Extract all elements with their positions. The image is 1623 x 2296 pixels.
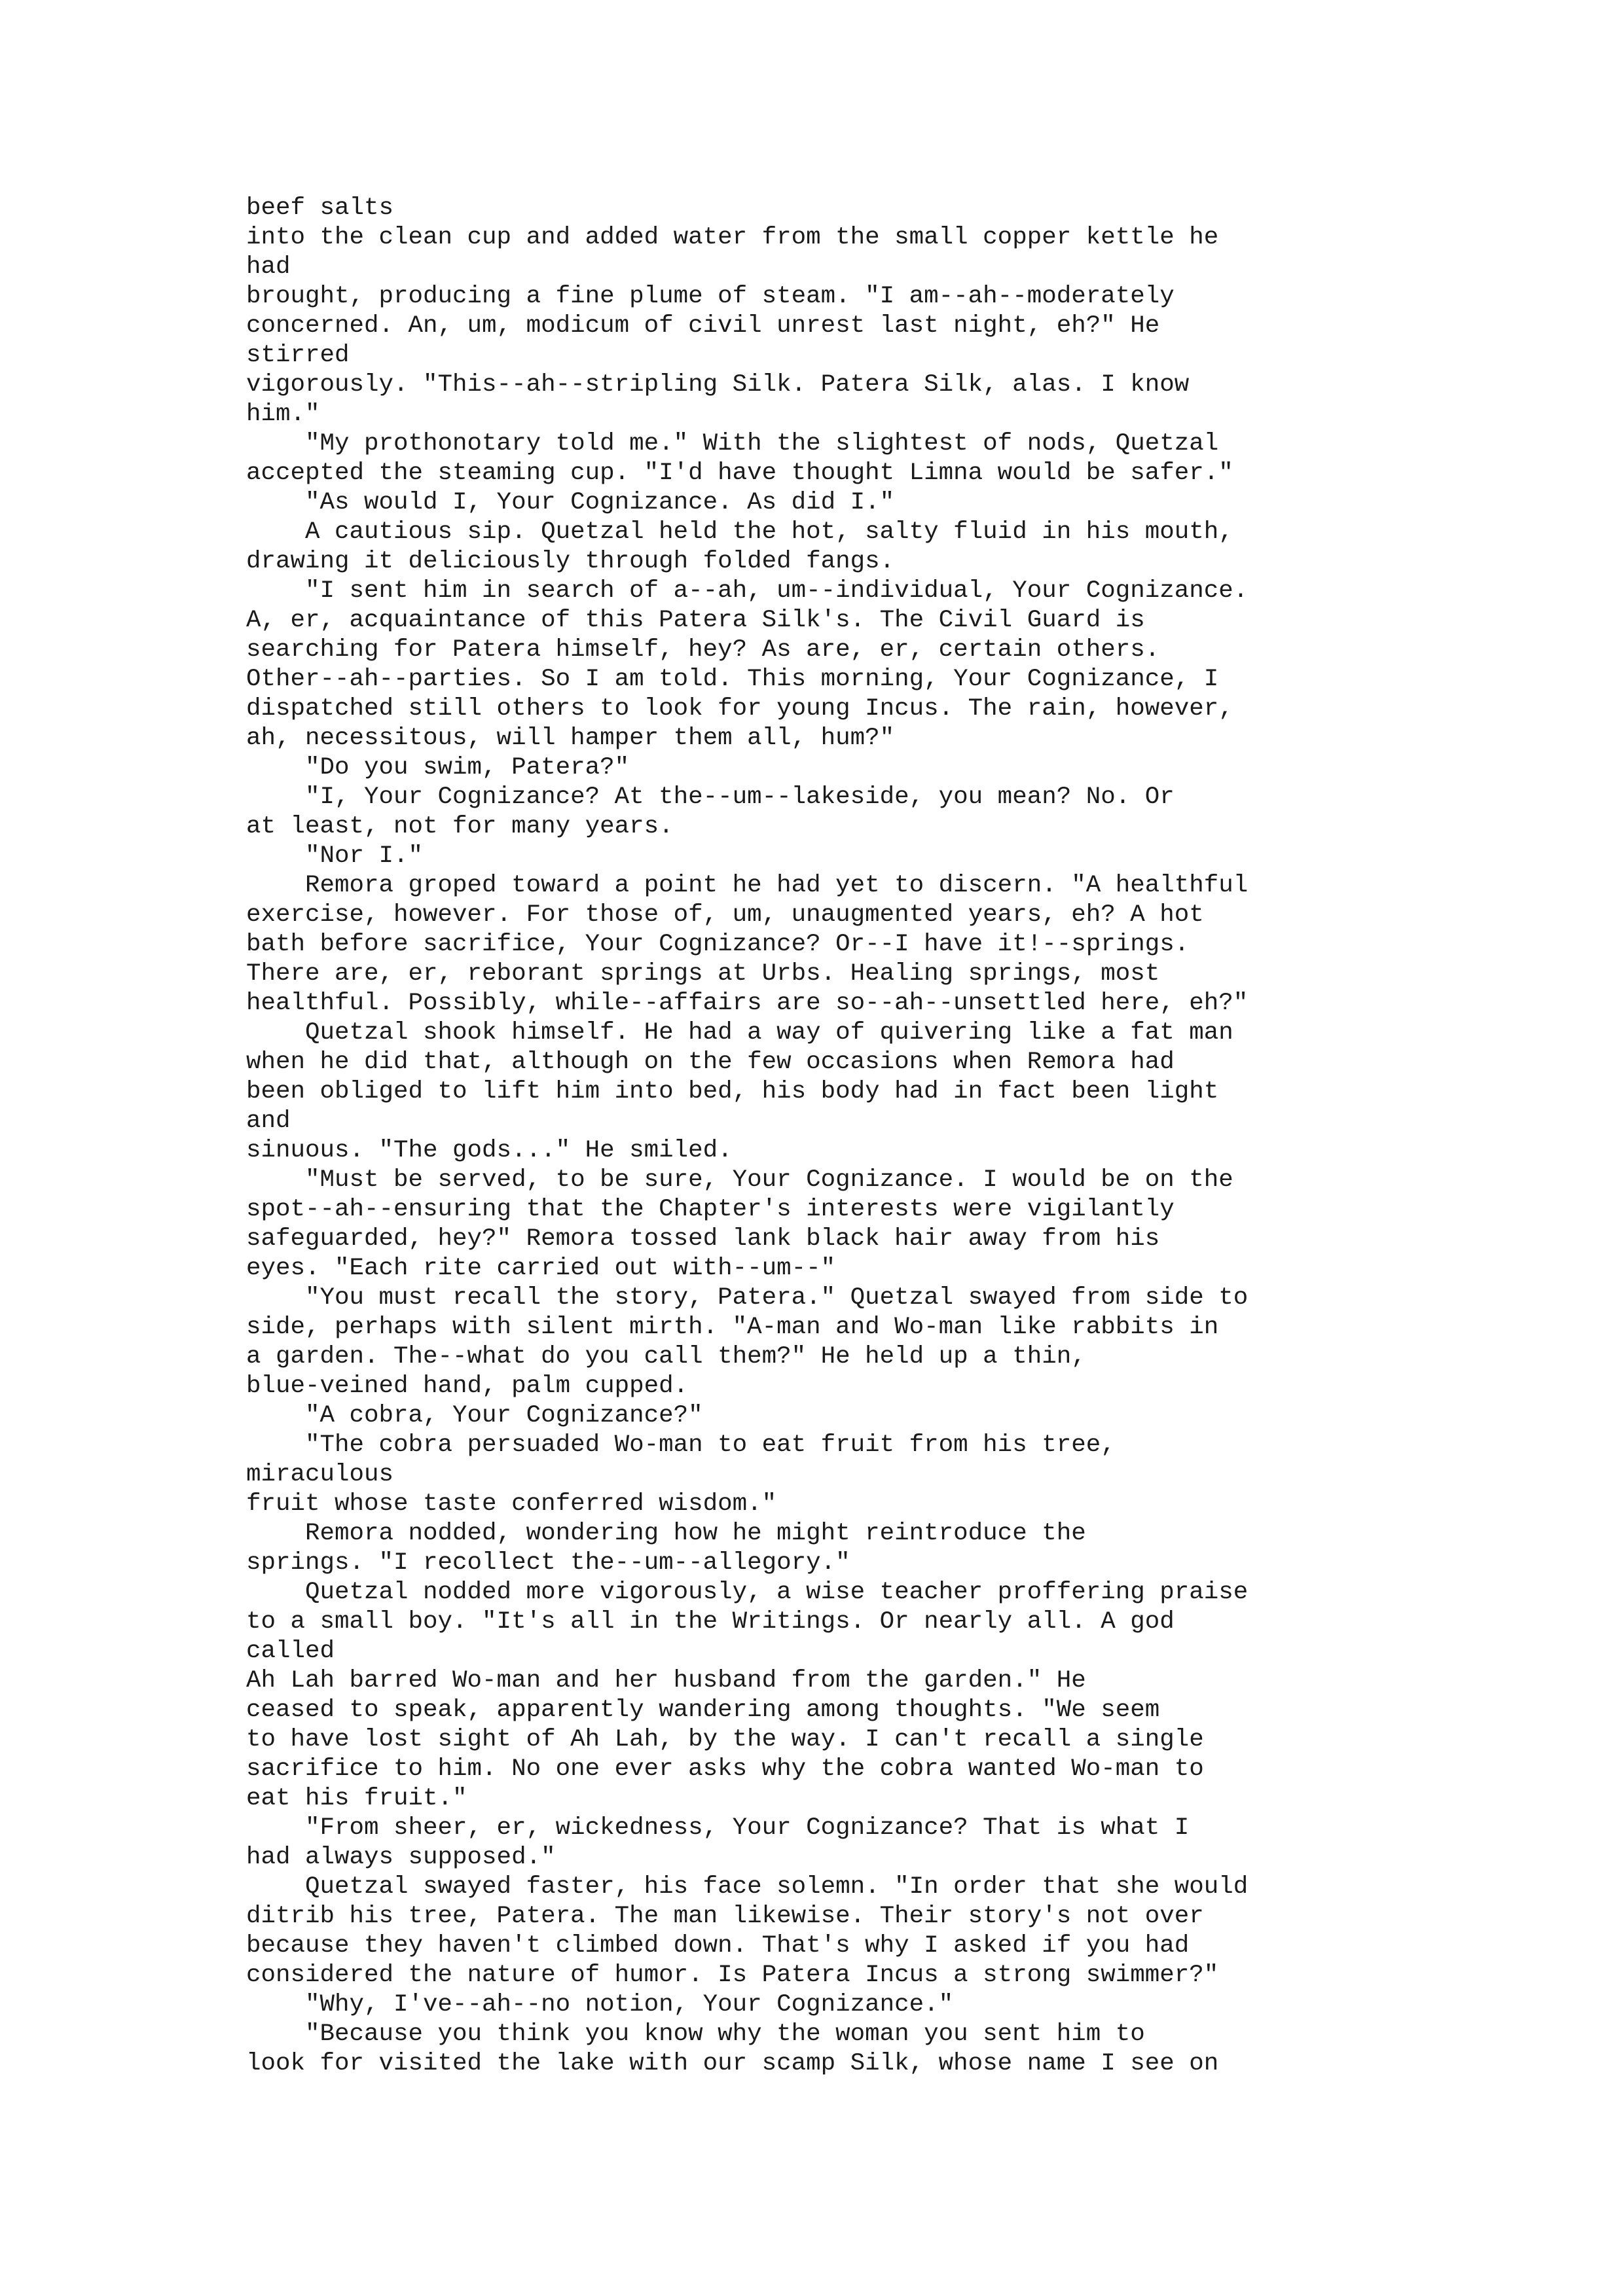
text-line: fruit whose taste conferred wisdom." [246,1490,777,1518]
text-line: had always supposed." [246,1844,556,1871]
text-line: when he did that, although on the few occasions when Remora had [246,1049,1175,1076]
text-line: been obliged to lift him into bed, his body had in fact been light [246,1078,1219,1105]
text-line: Quetzal shook himself. He had a way of quivering like a fat man [246,1019,1233,1047]
text-line: ditrib his tree, Patera. The man likewise. Their story's not over [246,1903,1204,1930]
text-line: "Nor I." [246,842,424,870]
text-line: eat his fruit." [246,1785,467,1812]
text-line: Quetzal swayed faster, his face solemn. "In order that she would [246,1873,1249,1901]
text-line: ah, necessitous, will hamper them all, hum?" [246,725,895,752]
text-line: bath before sacrifice, Your Cognizance? Or--I have it!--springs. [246,931,1190,958]
text-line: springs. "I recollect the--um--allegory." [246,1549,850,1577]
text-line: spot--ah--ensuring that the Chapter's interests were vigilantly [246,1196,1175,1223]
text-line: accepted the steaming cup. "I'd have thought Limna would be safer." [246,459,1233,487]
text-line: look for visited the lake with our scamp Silk, whose name I see on [246,2050,1219,2077]
text-line: "A cobra, Your Cognizance?" [246,1402,703,1429]
text-line: "From sheer, er, wickedness, Your Cognizance? That is what I [246,1814,1190,1842]
text-line: "Because you think you know why the woman you sent him to [246,2020,1145,2048]
text-line: called [246,1638,335,1665]
text-line: at least, not for many years. [246,813,674,840]
text-line: beef salts [246,194,394,222]
text-line: There are, er, reborant springs at Urbs. Healing springs, most [246,960,1160,988]
text-line: "Do you swim, Patera?" [246,754,630,781]
text-line: "I, Your Cognizance? At the--um--lakeside, you mean? No. Or [246,783,1175,811]
text-line: Quetzal nodded more vigorously, a wise teacher proffering praise [246,1579,1249,1606]
text-line: considered the nature of humor. Is Patera Incus a strong swimmer?" [246,1962,1219,1989]
text-line: eyes. "Each rite carried out with--um--" [246,1255,836,1282]
text-line: A cautious sip. Quetzal held the hot, salty fluid in his mouth, [246,518,1233,546]
text-line: ceased to speak, apparently wandering among thoughts. "We seem [246,1696,1160,1724]
text-line: "My prothonotary told me." With the slightest of nods, Quetzal [246,430,1219,457]
text-line: blue-veined hand, palm cupped. [246,1372,689,1400]
text-line: "The cobra persuaded Wo-man to eat fruit from his tree, [246,1431,1116,1459]
text-line: "I sent him in search of a--ah, um--individual, Your Cognizance. [246,577,1249,605]
text-line: Remora groped toward a point he had yet to discern. "A healthful [246,872,1249,899]
text-line: "Must be served, to be sure, Your Cognizance. I would be on the [246,1166,1233,1194]
text-line: dispatched still others to look for young Incus. The rain, however, [246,695,1233,723]
text-line: sinuous. "The gods..." He smiled. [246,1137,733,1164]
text-line: "You must recall the story, Patera." Quetzal swayed from side to [246,1284,1249,1312]
text-line: Ah Lah barred Wo-man and her husband from the garden." He [246,1667,1086,1695]
text-line: sacrifice to him. No one ever asks why the cobra wanted Wo-man to [246,1755,1204,1783]
text-line: "As would I, Your Cognizance. As did I." [246,489,895,516]
text-line: A, er, acquaintance of this Patera Silk's. The Civil Guard is [246,607,1145,634]
text-line: to have lost sight of Ah Lah, by the way. I can't recall a single [246,1726,1204,1753]
text-line: to a small boy. "It's all in the Writings. Or nearly all. A god [246,1608,1175,1636]
text-line: him." [246,401,320,428]
text-line: had [246,253,291,281]
text-line: side, perhaps with silent mirth. "A-man and Wo-man like rabbits in [246,1314,1219,1341]
text-line: exercise, however. For those of, um, unaugmented years, eh? A hot [246,901,1204,929]
text-line: into the clean cup and added water from the small copper kettle he [246,224,1219,251]
text-line: vigorously. "This--ah--stripling Silk. Patera Silk, alas. I know [246,371,1190,399]
text-line: searching for Patera himself, hey? As are, er, certain others. [246,636,1160,664]
text-line: healthful. Possibly, while--affairs are so--ah--unsettled here, eh?" [246,990,1249,1017]
text-line: "Why, I've--ah--no notion, Your Cognizance." [246,1991,954,2018]
text-line: miraculous [246,1461,394,1488]
text-line: and [246,1107,291,1135]
text-line: Other--ah--parties. So I am told. This morning, Your Cognizance, I [246,666,1219,693]
text-line: because they haven't climbed down. That's why I asked if you had [246,1932,1190,1960]
text-line: brought, producing a fine plume of steam. "I am--ah--moderately [246,283,1175,310]
text-line: Remora nodded, wondering how he might reintroduce the [246,1520,1086,1547]
text-line: safeguarded, hey?" Remora tossed lank black hair away from his [246,1225,1160,1253]
text-line: drawing it deliciously through folded fangs. [246,548,895,575]
text-line: stirred [246,342,350,369]
text-line: a garden. The--what do you call them?" He held up a thin, [246,1343,1086,1371]
document-text [246,194,1556,2079]
text-line: concerned. An, um, modicum of civil unrest last night, eh?" He [246,312,1160,340]
